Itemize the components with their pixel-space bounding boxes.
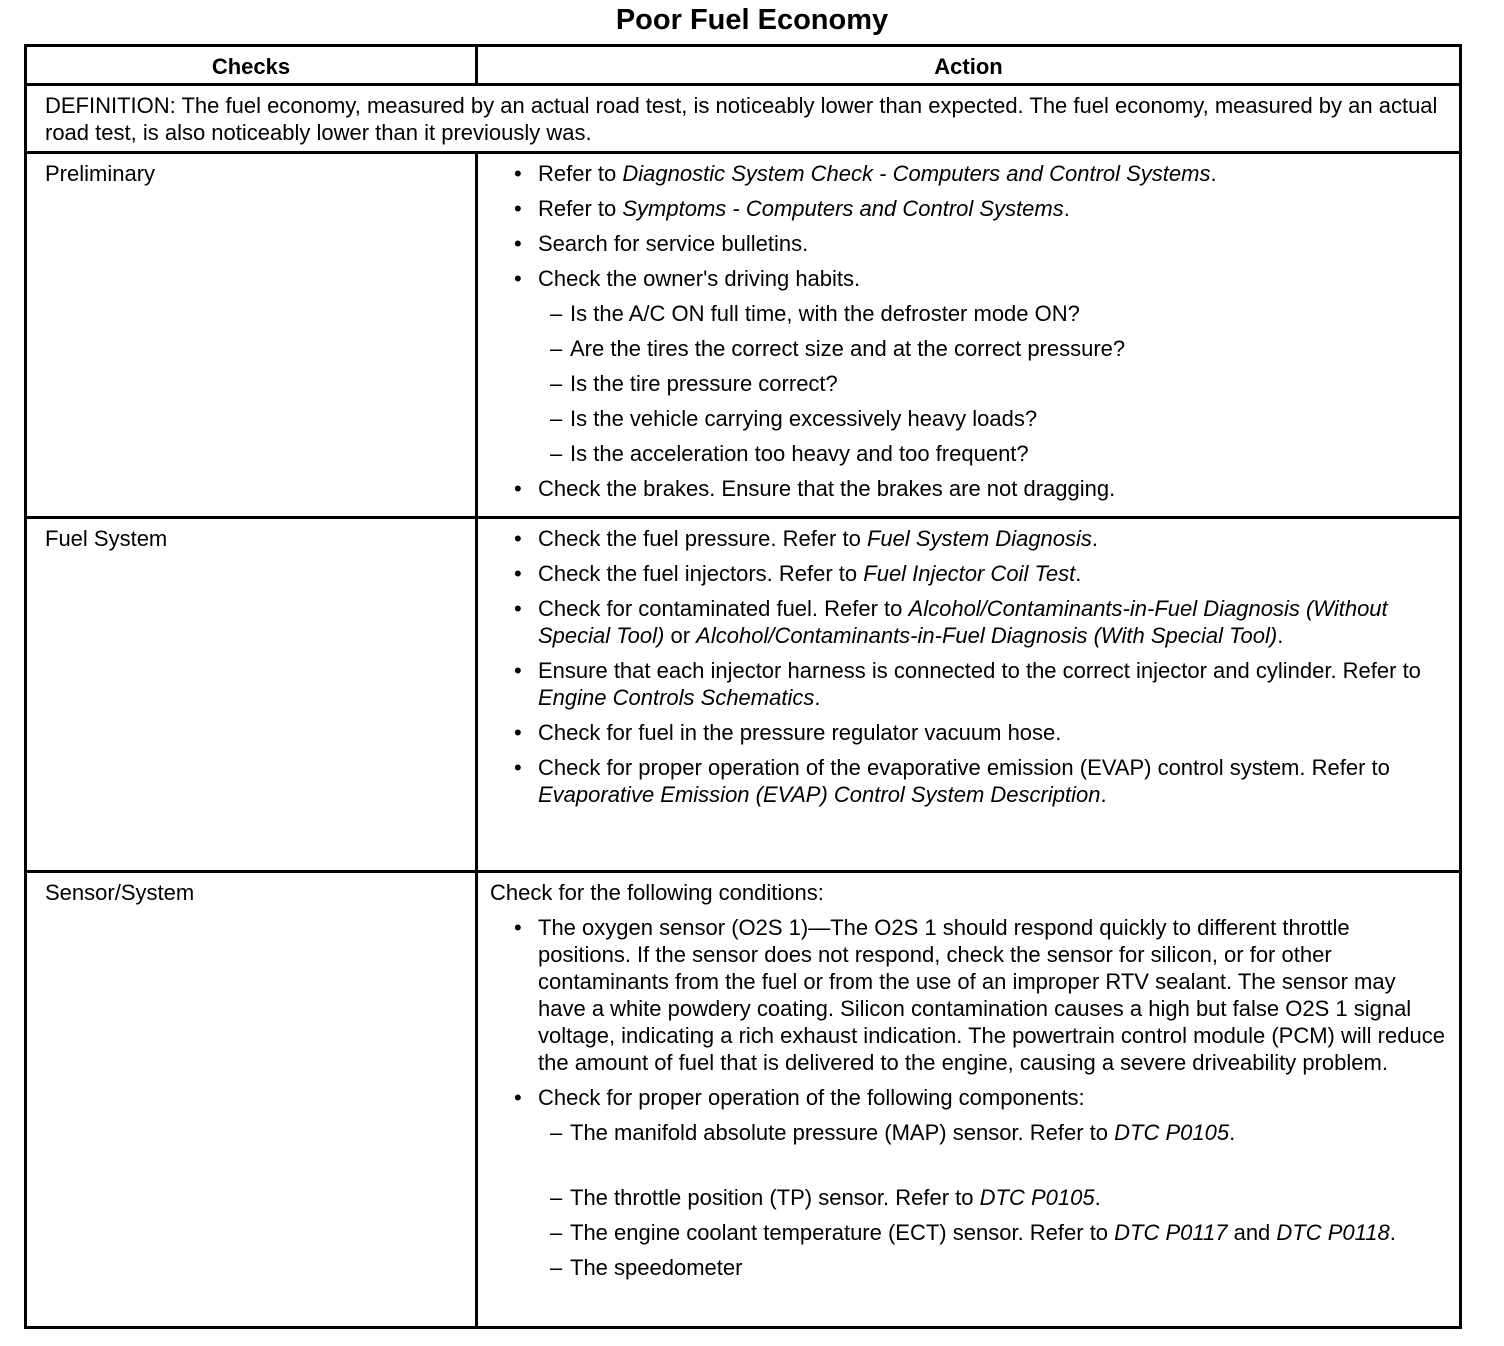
list-item: • Check for contaminated fuel. Refer to Alcohol/Contaminants-in-Fuel Diagnosis (Without Special Tool) or Alcohol/Contaminants-in-Fuel Diagnosis (With Special Tool). xyxy=(514,595,1445,649)
reference-link: Fuel System Diagnosis xyxy=(866,526,1092,551)
sensor-system-row xyxy=(26,872,1461,1328)
preliminary-label: Preliminary xyxy=(26,153,477,518)
preliminary-row xyxy=(26,153,1461,518)
reference-link: Alcohol/Contaminants-in-Fuel Diagnosis (With Special Tool) xyxy=(696,623,1278,648)
page-title: Poor Fuel Economy xyxy=(615,4,889,36)
list-item: • Check the fuel pressure. Refer to Fuel System Diagnosis. xyxy=(514,525,1445,552)
sensor-intro: Check for the following conditions: xyxy=(490,880,824,905)
list-item: • Check the owner's driving habits. – Is the A/C ON full time, with the defroster mode ON? – Are the tires the correct size and at the correct pressure? – Is the tire pressure correct? – Is the vehicle carrying excessively heavy loads? – Is the acceleration too heavy and too frequent? xyxy=(514,265,1445,467)
list-item: • The oxygen sensor (O2S 1)—The O2S 1 should respond quickly to different throttle positions. If the sensor does not respond, check the sensor for silicon, or for other contaminants from the fuel or from the use of an improper RTV sealant. The sensor may have a white powdery coating. Silicon contamination causes a high but false O2S 1 signal voltage, indicating a rich exhaust indication. The powertrain control module (PCM) will reduce the amount of fuel that is delivered to the engine, causing a severe driveability problem. xyxy=(514,914,1445,1076)
list-item: • Refer to Symptoms - Computers and Control Systems. xyxy=(514,195,1445,222)
reference-link: Symptoms - Computers and Control Systems xyxy=(622,196,1064,221)
reference-link: DTC P0118 xyxy=(1276,1220,1390,1245)
reference-link: Fuel Injector Coil Test xyxy=(863,561,1076,586)
definition-row xyxy=(26,85,1461,153)
reference-link: Evaporative Emission (EVAP) Control System Description xyxy=(538,782,1101,807)
reference-link: DTC P0105 xyxy=(979,1185,1095,1210)
list-item: • Search for service bulletins. xyxy=(514,230,1445,257)
sub-list-item: – Is the acceleration too heavy and too frequent? xyxy=(550,440,1445,467)
fuel-system-actions xyxy=(477,518,1461,872)
list-item: • Check the fuel injectors. Refer to Fuel Injector Coil Test. xyxy=(514,560,1445,587)
action-header: Action xyxy=(477,46,1461,85)
reference-link: Diagnostic System Check - Computers and Control Systems xyxy=(622,161,1211,186)
fuel-system-row xyxy=(26,518,1461,872)
fuel-system-label: Fuel System xyxy=(26,518,477,872)
sensor-system-label: Sensor/System xyxy=(26,872,477,1328)
diagnostic-table xyxy=(24,44,1462,1329)
sub-list-item: – The speedometer xyxy=(550,1254,1445,1281)
sub-list-item: – Is the A/C ON full time, with the defroster mode ON? xyxy=(550,300,1445,327)
checks-header: Checks xyxy=(26,46,477,85)
sub-list-item: – The throttle position (TP) sensor. Refer to DTC P0105. xyxy=(550,1184,1445,1211)
preliminary-actions xyxy=(477,153,1461,518)
sub-list-item: – The manifold absolute pressure (MAP) sensor. Refer to DTC P0105. xyxy=(550,1119,1445,1176)
header-row xyxy=(26,46,1461,85)
reference-link: Engine Controls Schematics xyxy=(538,685,815,710)
sub-list-item: – Is the vehicle carrying excessively heavy loads? xyxy=(550,405,1445,432)
list-item: • Check for proper operation of the following components: – The manifold absolute pressure (MAP) sensor. Refer to DTC P0105. – The throttle position (TP) sensor. Refer to DTC P0105. – The engine coolant temperature (ECT) sensor. Refer to DTC P0117 and DTC P0118. – The speedometer xyxy=(514,1084,1445,1281)
list-item: • Ensure that each injector harness is connected to the correct injector and cylinder. Refer to Engine Controls Schematics. xyxy=(514,657,1445,711)
reference-link: Alcohol/Contaminants-in-Fuel Diagnosis (Without Special Tool) xyxy=(538,596,1388,648)
sub-list-item: – Is the tire pressure correct? xyxy=(550,370,1445,397)
definition-text: DEFINITION: The fuel economy, measured by an actual road test, is noticeably lower than expected. The fuel economy, measured by an actual road test, is also noticeably lower than it previously was. xyxy=(26,85,1461,153)
reference-link: DTC P0117 xyxy=(1114,1220,1228,1245)
reference-link: DTC P0105 xyxy=(1114,1120,1230,1145)
list-item: • Refer to Diagnostic System Check - Computers and Control Systems. xyxy=(514,160,1445,187)
list-item: • Check the brakes. Ensure that the brakes are not dragging. xyxy=(514,475,1445,502)
list-item: • Check for fuel in the pressure regulator vacuum hose. xyxy=(514,719,1445,746)
sub-list-item: – Are the tires the correct size and at the correct pressure? xyxy=(550,335,1445,362)
list-item: • Check for proper operation of the evaporative emission (EVAP) control system. Refer to Evaporative Emission (EVAP) Control System Description. xyxy=(514,754,1445,808)
sensor-system-actions xyxy=(477,872,1461,1328)
sub-list-item: – The engine coolant temperature (ECT) sensor. Refer to DTC P0117 and DTC P0118. xyxy=(550,1219,1445,1246)
